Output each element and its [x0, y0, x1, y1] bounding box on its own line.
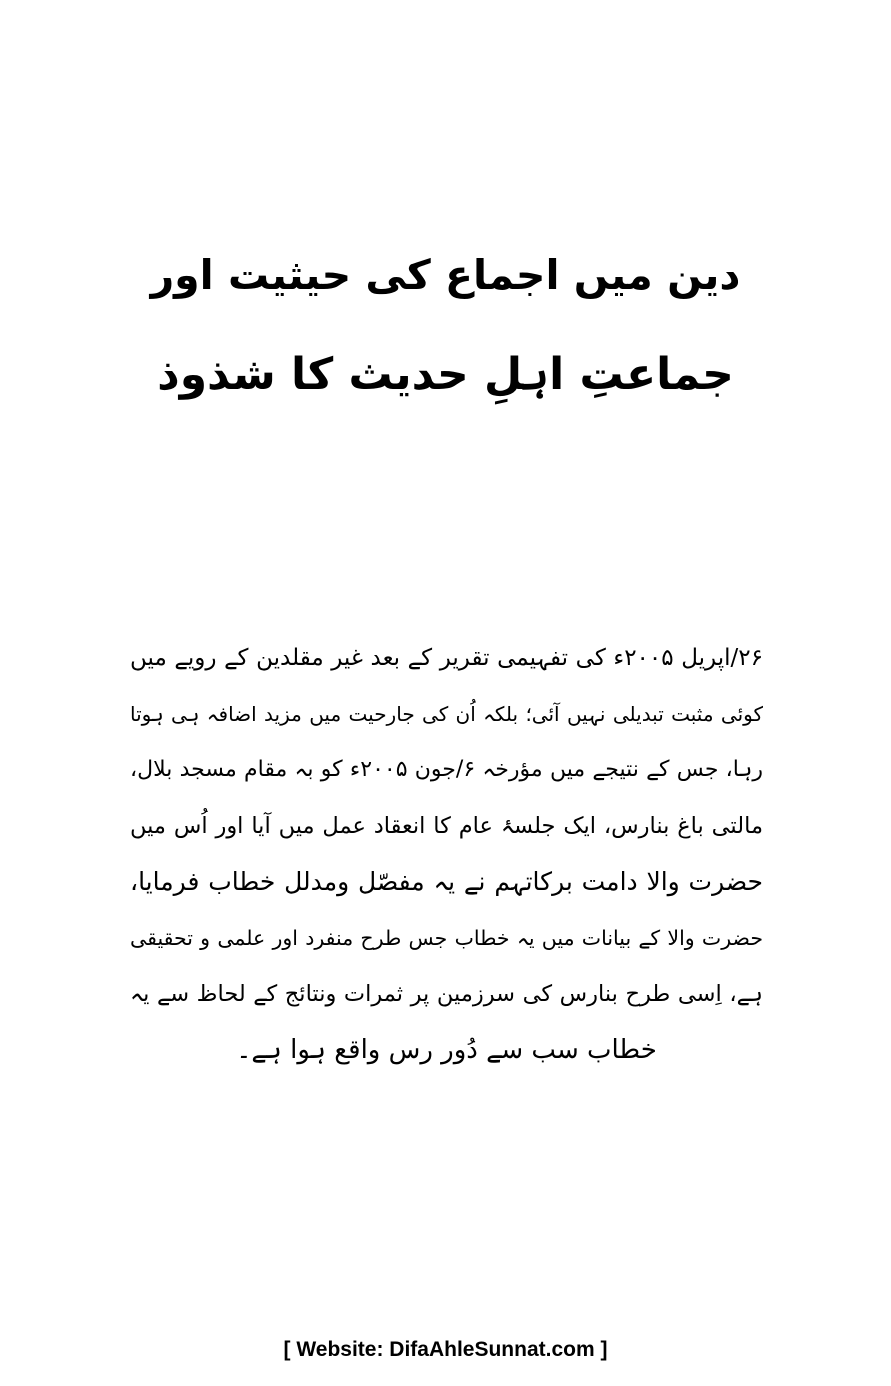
title-line-1: دین میں اجماع کی حیثیت اور	[150, 251, 741, 299]
paragraph-line: رہا، جس کے نتیجے میں مؤرخہ ۶/جون ۲۰۰۵ء کو بہ مقام مسجد بلال،	[130, 757, 763, 782]
paragraph-line: مالتی باغ بنارس، ایک جلسۂ عام کا انعقاد عمل میں آیا اور اُس میں	[130, 813, 763, 839]
title-line-2: جماعتِ اہلِ حدیث کا شذوذ	[157, 349, 734, 400]
paragraph-line: ۲۶/اپریل ۲۰۰۵ء کی تفہیمی تقریر کے بعد غیر مقلدین کے رویے میں	[130, 645, 763, 671]
paragraph-line: خطاب سب سے دُور رس واقع ہوا ہے۔	[236, 1035, 657, 1065]
paragraph-line: حضرت والا کے بیانات میں یہ خطاب جس طرح منفرد اور علمی و تحقیقی	[130, 926, 763, 950]
website-footer: [ Website: DifaAhleSunnat.com ]	[283, 1338, 608, 1361]
paragraph-line: حضرت والا دامت برکاتہم نے یہ مفصّل ومدلل خطاب فرمایا،	[130, 867, 763, 896]
paragraph-line: ہے، اِسی طرح بنارس کی سرزمین پر ثمرات ونتائج کے لحاظ سے یہ	[130, 981, 763, 1007]
page-title	[150, 225, 741, 425]
body-paragraph	[130, 630, 763, 1078]
paragraph-line: کوئی مثبت تبدیلی نہیں آئی؛ بلکہ اُن کی جارحیت میں مزید اضافہ ہی ہوتا	[130, 702, 763, 726]
